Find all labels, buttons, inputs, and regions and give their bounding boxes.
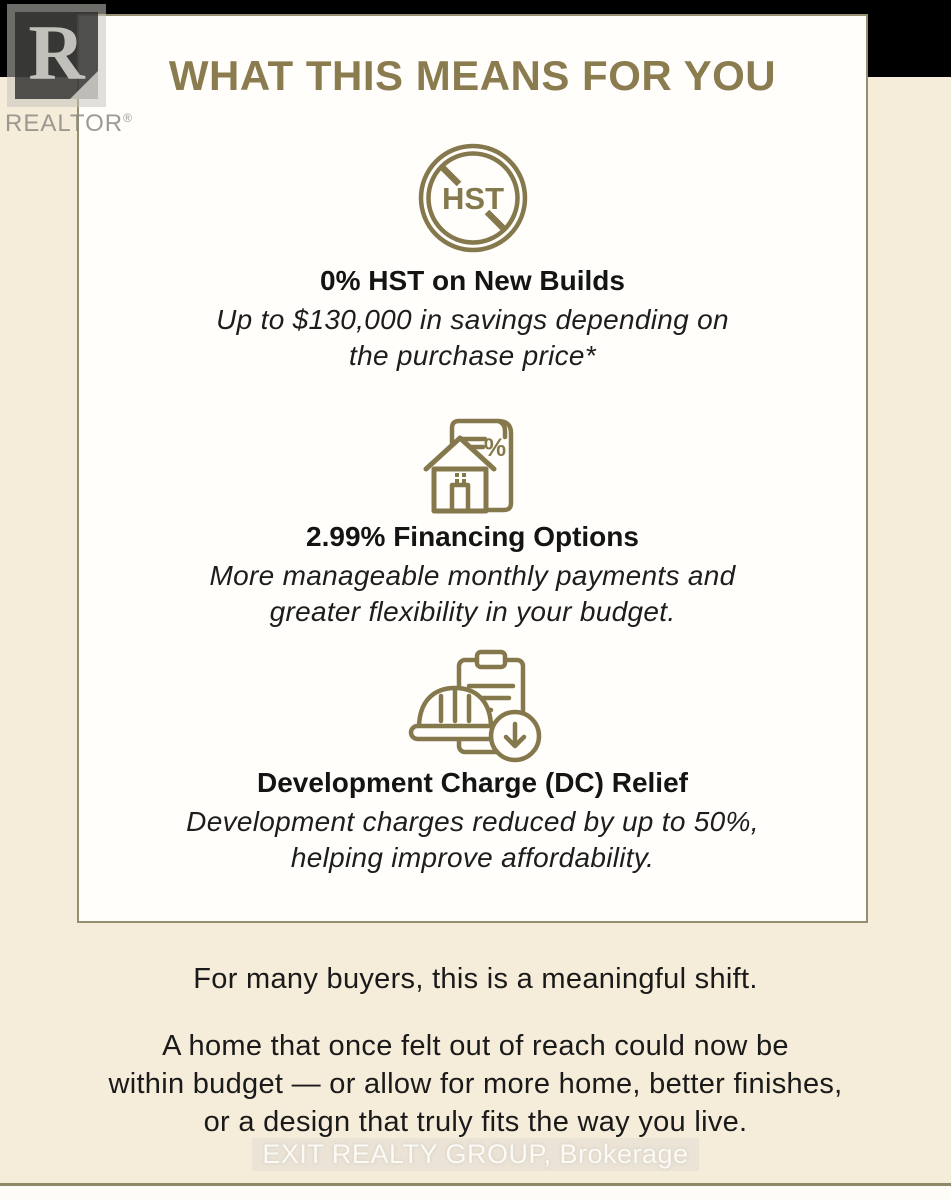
benefit-hst [216,142,729,374]
benefit-hst-heading: 0% HST on New Builds [320,265,625,296]
card-title: WHAT THIS MEANS FOR YOU [168,52,777,99]
realtor-logo-block [15,12,98,99]
realtor-wordmark: REALTOR® [5,110,133,137]
registered-mark: ® [123,111,133,125]
info-card [77,14,868,923]
realtor-r-diagonal [70,71,98,99]
bottom-strip [0,1186,951,1200]
no-hst-icon [417,142,529,254]
benefit-financing-heading: 2.99% Financing Options [306,521,639,552]
realtor-logo-frame [7,4,106,107]
hst-icon-label: HST [441,181,504,216]
benefit-dc-relief [186,646,759,876]
percent-icon-label: % [484,434,507,462]
benefit-dc-relief-description: Development charges reduced by up to 50%, helping improve affordability. [186,806,759,873]
house-percent-scroll-icon [414,406,530,518]
benefit-financing [210,406,736,630]
footer-lead: For many buyers, this is a meaningful shift. [193,963,758,995]
benefit-dc-relief-heading: Development Charge (DC) Relief [257,767,688,798]
brokerage-watermark: EXIT REALTY GROUP, Brokerage [0,1138,951,1171]
benefit-financing-description: More manageable monthly payments and greater flexibility in your budget. [209,560,736,627]
realtor-logo [7,4,137,138]
benefit-hst-description: Up to $130,000 in savings depending on the purchase price* [216,304,729,371]
realtor-r-letter: R [28,12,85,96]
hardhat-clipboard-arrow-icon [403,646,543,764]
footer-paragraph: A home that once felt out of reach could now be within budget — or allow for more home, better finishes, or a design that truly fits the way you live. [108,1030,843,1138]
